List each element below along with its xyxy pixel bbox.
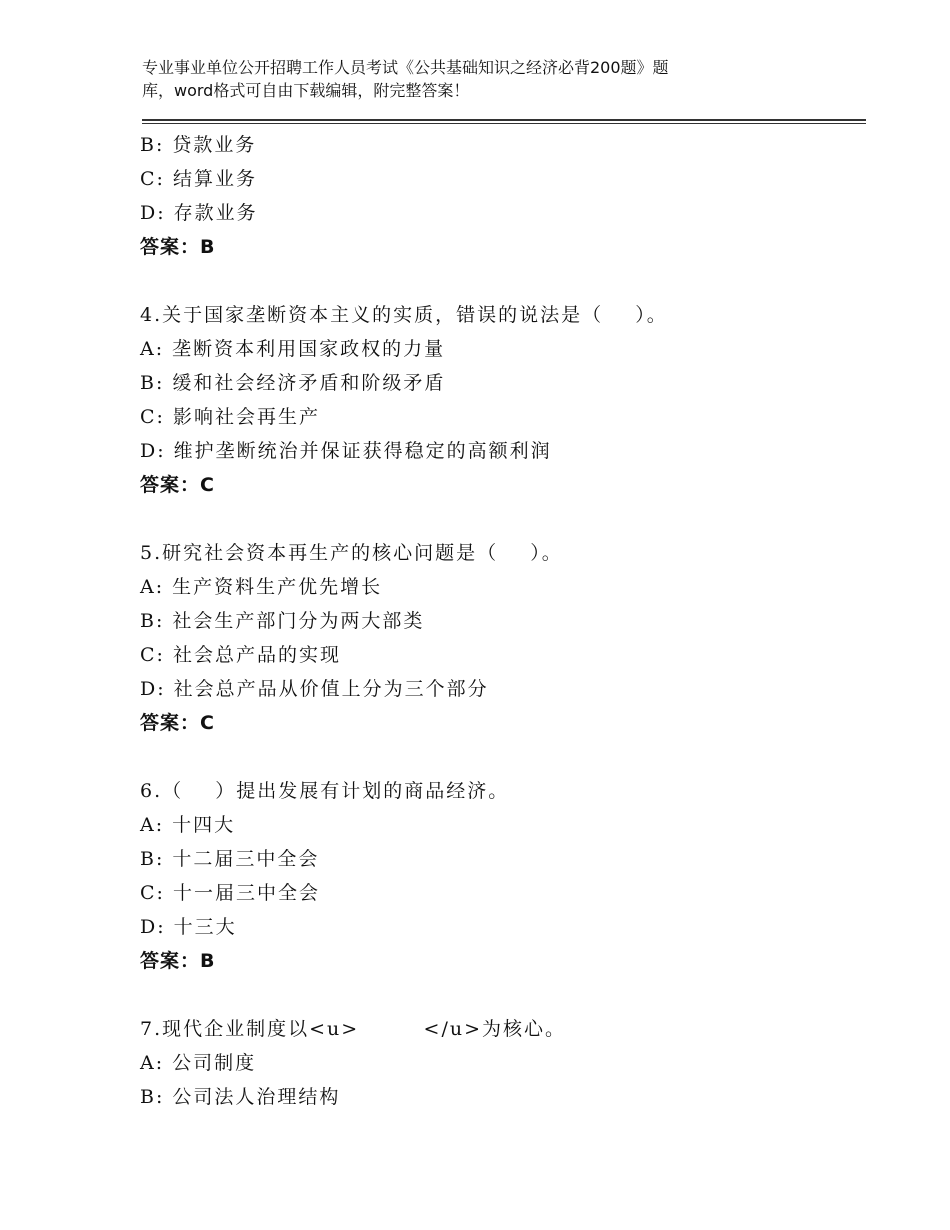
header-line-2: 库，word格式可自由下载编辑，附完整答案！ [142,81,470,100]
answer: 答案：C [140,712,215,734]
question-3-tail [140,128,860,264]
question-stem: 7.现代企业制度以<u> </u>为核心。 [140,1018,566,1040]
option-d: D: 十三大 [140,916,237,938]
question-stem: 6.（ ）提出发展有计划的商品经济。 [140,780,510,802]
option-d: D: 社会总产品从价值上分为三个部分 [140,678,489,700]
option-b: B: 十二届三中全会 [140,848,320,870]
header-line-1: 专业事业单位公开招聘工作人员考试《公共基础知识之经济必背200题》题 [142,58,669,77]
spacer [140,978,860,1012]
option-a: A: 公司制度 [140,1052,257,1074]
option-c: C: 社会总产品的实现 [140,644,341,666]
question-7 [140,1012,860,1114]
document-header [142,56,782,102]
option-b: B: 社会生产部门分为两大部类 [140,610,425,632]
question-5 [140,536,860,740]
option-c: C: 影响社会再生产 [140,406,320,428]
option-a: A: 十四大 [140,814,236,836]
question-list [140,128,860,1114]
question-stem: 4.关于国家垄断资本主义的实质，错误的说法是（ ）。 [140,304,668,326]
spacer [140,502,860,536]
option-a: A: 垄断资本利用国家政权的力量 [140,338,446,360]
answer: 答案：B [140,950,216,972]
option-c: C: 结算业务 [140,168,257,190]
option-d: D: 存款业务 [140,202,258,224]
option-d: D: 维护垄断统治并保证获得稳定的高额利润 [140,440,552,462]
question-stem: 5.研究社会资本再生产的核心问题是（ ）。 [140,542,563,564]
answer: 答案：B [140,236,216,258]
option-b: B: 缓和社会经济矛盾和阶级矛盾 [140,372,446,394]
option-b: B: 公司法人治理结构 [140,1086,341,1108]
question-4 [140,298,860,502]
option-b: B: 贷款业务 [140,134,257,156]
option-c: C: 十一届三中全会 [140,882,320,904]
header-rule-thick [142,119,866,121]
answer: 答案：C [140,474,215,496]
question-6 [140,774,860,978]
spacer [140,264,860,298]
spacer [140,740,860,774]
option-a: A: 生产资料生产优先增长 [140,576,383,598]
header-rule-thin [142,123,866,124]
